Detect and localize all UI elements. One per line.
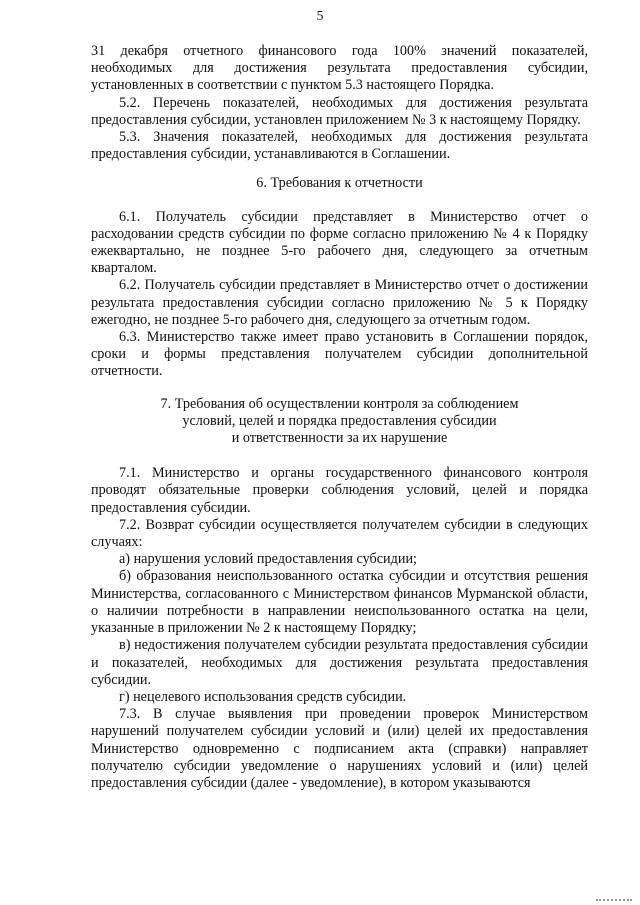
paragraph-6-2: 6.2. Получатель субсидии представляет в Министерство отчет о достижении результата предоставления субсидии согласно приложению № 5 к Порядку ежегодно, не позднее 5-го рабочего дня, следующего за отчетным годом. <box>91 277 588 328</box>
list-item-b: б) образования неиспользованного остатка субсидии и отсутствия решения Министерства, согласованного с Министерством финансов Мурманской области, о наличии потребности в направлении неиспользованного остатка на цели, указанные в приложении № 2 к настоящему Порядку; <box>91 568 588 637</box>
list-item-a: а) нарушения условий предоставления субсидии; <box>119 551 417 568</box>
section-7-heading <box>91 396 588 448</box>
paragraph-6-1: 6.1. Получатель субсидии представляет в Министерство отчет о расходовании средств субсидии по форме согласно приложению № 4 к Порядку ежеквартально, не позднее 5-го рабочего дня, следующего за отчетным кварталом. <box>91 208 588 277</box>
paragraph-6-3: 6.3. Министерство также имеет право установить в Соглашении порядок, сроки и формы представления получателем субсидии дополнительной отчетности. <box>91 329 588 380</box>
page-number: 5 <box>316 8 324 23</box>
section-7-heading-line: 7. Требования об осуществлении контроля за соблюдением <box>160 395 519 412</box>
scan-artifact <box>596 895 632 901</box>
list-item-g: г) нецелевого использования средств субсидии. <box>119 688 407 705</box>
paragraph-7-3: 7.3. В случае выявления при проведении проверок Министерством нарушений получателем субсидии условий и (или) целей их предоставления Министерство одновременно с подписанием акта (справки) направляет получателю субсидии уведомление о нарушениях условий и (или) целей предоставления субсидии (далее - уведомление), в котором указываются <box>91 706 588 791</box>
paragraph-7-2: 7.2. Возврат субсидии осуществляется получателем субсидии в следующих случаях: <box>91 516 588 551</box>
section-6-heading <box>91 175 588 192</box>
section-7-heading-line: и ответственности за их нарушение <box>231 430 448 447</box>
paragraph-7-1: 7.1. Министерство и органы государственного финансового контроля проводят обязательные проверки соблюдения условий, целей и порядка предоставления субсидии. <box>91 465 588 516</box>
section-6-heading-line: 6. Требования к отчетности <box>256 175 423 192</box>
paragraph-5-3: 5.3. Значения показателей, необходимых для достижения результата предоставления субсидии, устанавливаются в Соглашении. <box>91 129 588 163</box>
paragraph-continuation: 31 декабря отчетного финансового года 100% значений показателей, необходимых для достижения результата предоставления субсидии, установленных в соответствии с пунктом 5.3 настоящего Порядка. <box>91 43 588 94</box>
section-7-heading-line: условий, целей и порядка предоставления субсидии <box>182 412 497 429</box>
document-body <box>91 43 588 792</box>
list-item-v: в) недостижения получателем субсидии результата предоставления субсидии и показателей, необходимых для достижения результата предоставления субсидии. <box>91 637 588 688</box>
paragraph-5-2: 5.2. Перечень показателей, необходимых для достижения результата предоставления субсидии, установлен приложением № 3 к настоящему Порядку. <box>91 94 588 128</box>
